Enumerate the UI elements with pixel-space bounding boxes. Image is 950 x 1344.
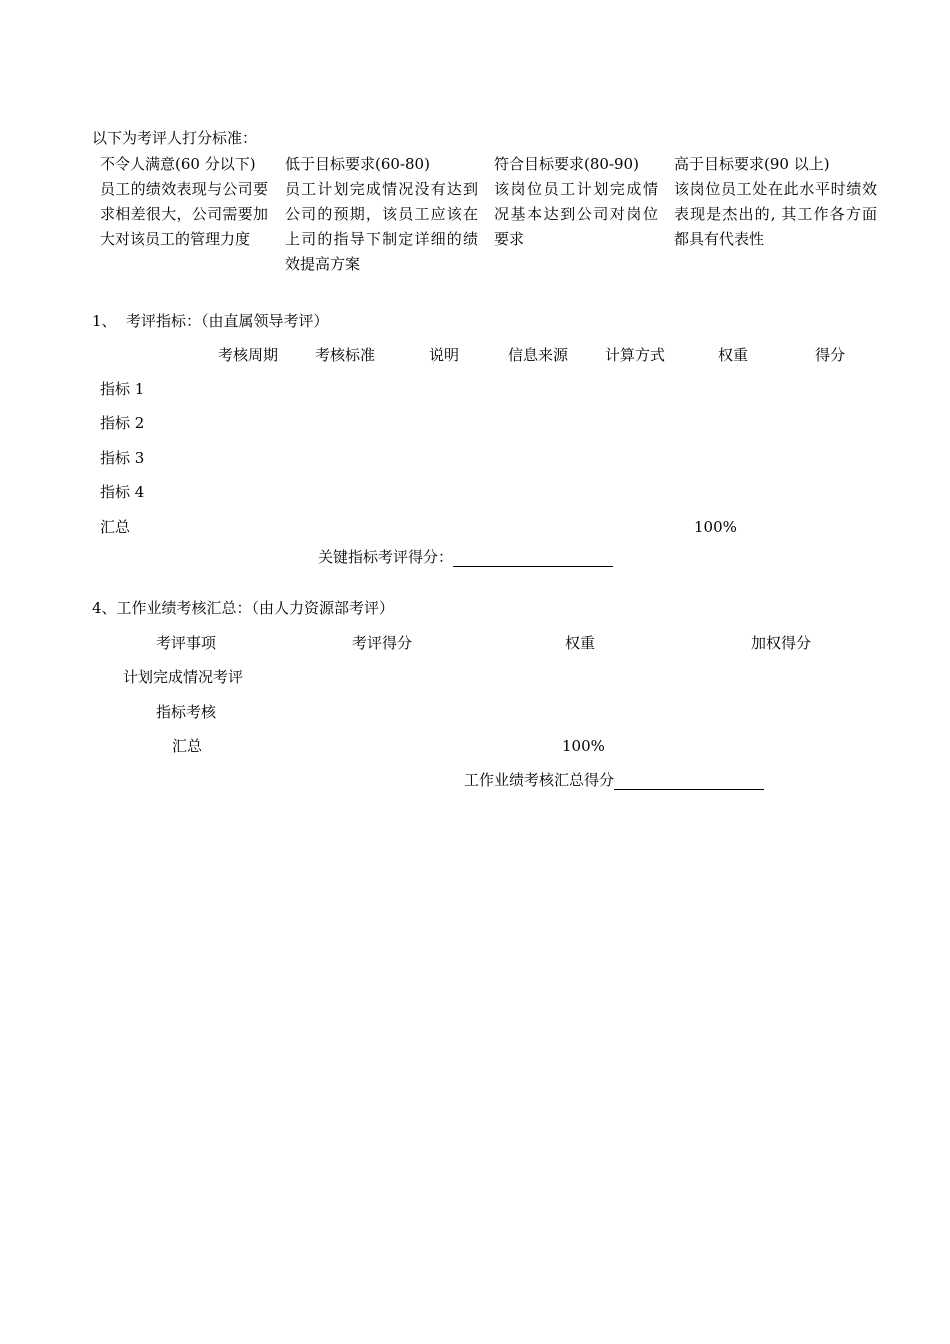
grade-title: 低于目标要求(60-80) (285, 155, 430, 173)
work-performance-score (464, 770, 764, 790)
scoring-intro: 以下为考评人打分标准： (92, 129, 258, 147)
grade-description: 该岗位员工处在此水平时绩效表现是杰出的, 其工作各方面都具有代表性 (674, 180, 877, 248)
total-weight: 100% (562, 737, 605, 755)
section4-title: 4、工作业绩考核汇总：（由人力资源部考评） (92, 599, 395, 617)
row-label-indicator-3: 指标 3 (100, 449, 145, 467)
column-header-note: 说明 (429, 346, 460, 364)
section1-title: 考评指标：（由直属领导考评） (126, 312, 329, 330)
column-header-weight: 权重 (565, 634, 596, 652)
row-label-indicator-assessment: 指标考核 (156, 703, 217, 721)
grade-description: 该岗位员工计划完成情况基本达到公司对岗位要求 (494, 180, 658, 248)
grade-description: 员工的绩效表现与公司要求相差很大，公司需要加大对该员工的管理力度 (100, 180, 268, 248)
column-header-method: 计算方式 (605, 346, 666, 364)
row-label-indicator-1: 指标 1 (100, 380, 145, 398)
column-header-score: 得分 (815, 346, 846, 364)
score-label: 关键指标考评得分： (318, 548, 454, 566)
row-label-plan-completion: 计划完成情况考评 (123, 668, 244, 686)
grade-title: 不令人满意(60 分以下) (100, 155, 256, 173)
grade-unsatisfactory (100, 152, 268, 252)
row-label-total: 汇总 (100, 518, 131, 536)
column-header-weight: 权重 (718, 346, 749, 364)
column-header-source: 信息来源 (508, 346, 569, 364)
column-header-standard: 考核标准 (315, 346, 376, 364)
column-header-weighted-score: 加权得分 (751, 634, 812, 652)
key-indicator-score (318, 547, 613, 567)
score-fill-line[interactable] (453, 548, 613, 567)
grade-title: 高于目标要求(90 以上) (674, 155, 830, 173)
total-weight: 100% (694, 518, 737, 536)
row-label-indicator-4: 指标 4 (100, 483, 145, 501)
grade-meets-target (494, 152, 658, 252)
score-fill-line[interactable] (614, 771, 764, 790)
row-label-total: 汇总 (172, 737, 203, 755)
column-header-item: 考评事项 (156, 634, 217, 652)
score-label: 工作业绩考核汇总得分 (464, 771, 615, 789)
section1-number: 1、 (92, 312, 117, 330)
grade-above-target (674, 152, 877, 252)
column-header-eval-score: 考评得分 (352, 634, 413, 652)
row-label-indicator-2: 指标 2 (100, 414, 145, 432)
grade-below-target (285, 152, 478, 277)
grade-title: 符合目标要求(80-90) (494, 155, 639, 173)
grade-description: 员工计划完成情况没有达到公司的预期，该员工应该在上司的指导下制定详细的绩效提高方案 (285, 180, 478, 273)
column-header-period: 考核周期 (218, 346, 279, 364)
